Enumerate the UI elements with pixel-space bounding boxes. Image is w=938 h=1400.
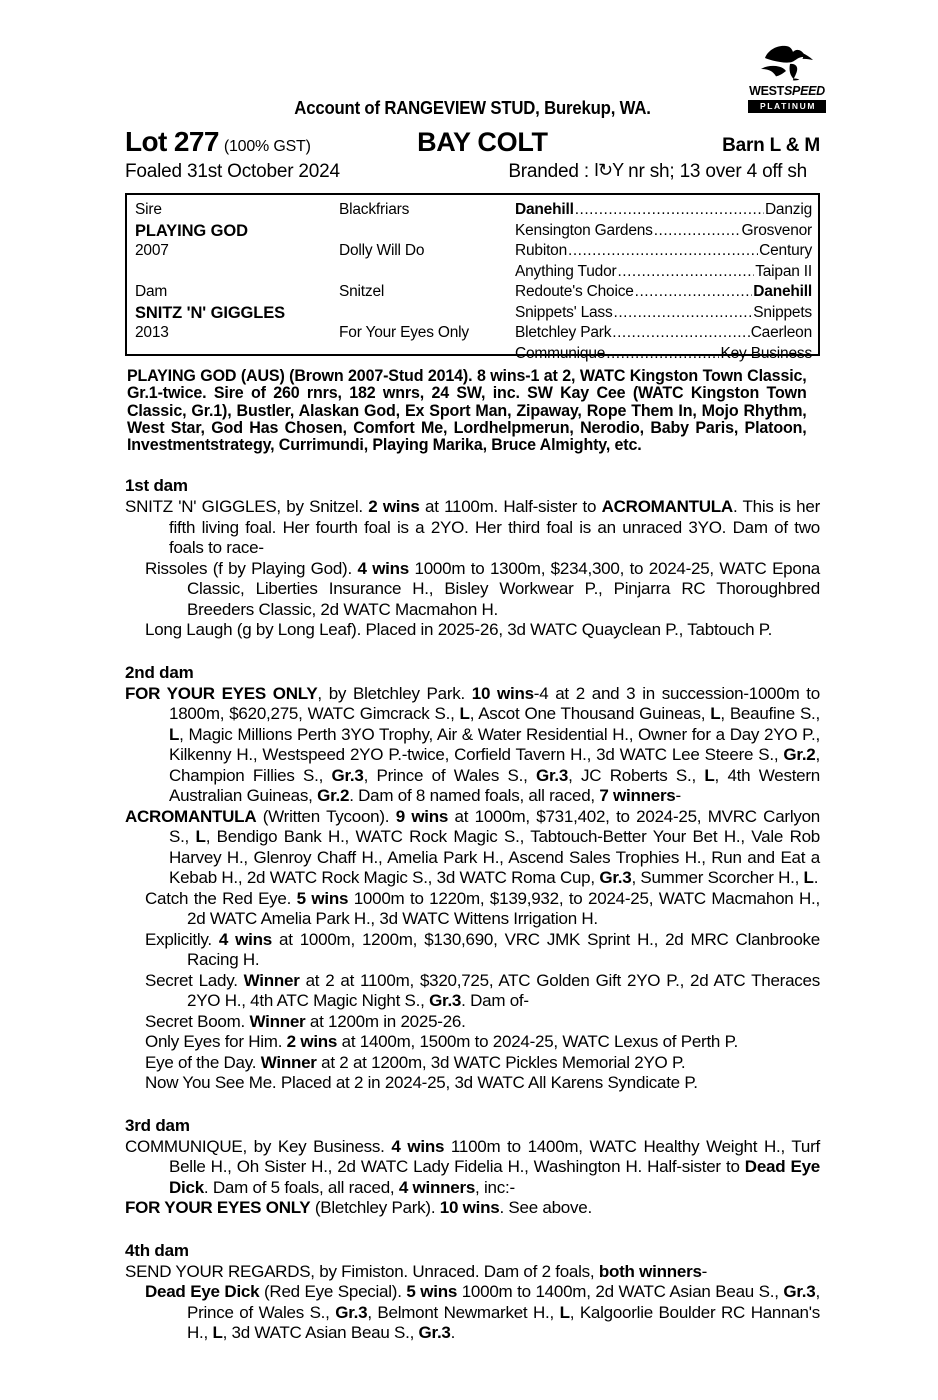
colour-and-sex: BAY COLT [417, 127, 548, 157]
lot-number [125, 126, 311, 158]
entry-text: COMMUNIQUE, by Key Business. [125, 1136, 392, 1156]
pedigree-entry [125, 497, 820, 559]
brand-glyph-icon: I↻Y [594, 160, 624, 180]
entry-text: at 2 at 1200m, 3d WATC Pickles Memorial 2YO P. [316, 1052, 686, 1072]
entry-text: , inc:- [475, 1177, 515, 1197]
dot-leader [575, 200, 764, 221]
highlight-text: L [212, 1323, 223, 1343]
entry-text: , Bendigo Bank H., WATC Rock Magic S., Tabtouch-Better Your Bet H., Vale Rob Harvey H., Glenroy Chaff H., Amelia Park H., Ascend Sales Trophies H., Run and Eat a Kebab H., 2d WATC Rock Magic S., 3d WATC Roma Cup, [169, 827, 821, 888]
entry-text: , Summer Scorcher H., [631, 868, 804, 888]
entry-text: . See above. [499, 1198, 592, 1218]
dam-dam: For Your Eyes Only [339, 324, 469, 341]
highlight-text: L [710, 704, 721, 724]
highlight-text: L [559, 1302, 570, 1322]
gst-label: (100% GST) [223, 138, 311, 155]
highlight-text: Gr.3 [536, 765, 569, 785]
entry-text: at 1000m, 1200m, $130,690, VRC JMK Sprint H., 2d MRC Clanbrooke Racing H. [187, 929, 821, 970]
highlight-text: 10 wins [471, 683, 534, 703]
highlight-text: 2 wins [368, 497, 420, 517]
sire-name: PLAYING GOD [135, 221, 248, 240]
highlight-text: 2 wins [286, 1032, 338, 1052]
entry-text: at 1100m. Half-sister to [419, 497, 602, 517]
highlight-text: Gr.2 [317, 786, 350, 806]
logo-platinum-badge: PLATINUM [748, 100, 826, 113]
pedigree-right-name: Snippets [753, 303, 812, 321]
pedigree-entry [125, 684, 820, 807]
entry-text: (Written Tycoon). [256, 806, 396, 826]
pedigree-entry [125, 1198, 820, 1219]
pedigree-leader-row [515, 303, 812, 324]
pedigree-right-name: Taipan II [755, 262, 812, 280]
pedigree-column-parents [135, 200, 330, 344]
dam-section-heading: 1st dam [125, 476, 188, 496]
entry-text: - [675, 786, 681, 806]
entry-text: . Dam of 8 named foals, all raced, [349, 786, 600, 806]
entry-text: Secret Lady. [145, 970, 244, 990]
pedigree-entry [125, 1262, 820, 1283]
highlight-text: Winner [260, 1052, 317, 1072]
highlight-text: Winner [249, 1011, 306, 1031]
highlight-text: 4 wins [391, 1136, 445, 1156]
pedigree-entry [125, 1032, 820, 1053]
highlight-text: L [195, 827, 206, 847]
dot-leader [614, 303, 753, 324]
entry-text: Only Eyes for Him. [145, 1032, 287, 1052]
highlight-text: 5 wins [296, 888, 349, 908]
entry-text: , JC Roberts S., [568, 765, 705, 785]
pedigree-leader-row [515, 200, 812, 221]
entry-text: . [450, 1323, 456, 1343]
pedigree-leader-row [515, 323, 812, 344]
logo-word-speed: SPEED [784, 84, 825, 98]
pedigree-entry [125, 930, 820, 971]
branded-detail: nr sh; 13 over 4 off sh [623, 161, 807, 182]
entry-text: Eye of the Day. [145, 1052, 261, 1072]
entry-text: at 1200m in 2025-26. [305, 1011, 466, 1031]
pedigree-left-name: Snippets' Lass [515, 303, 613, 321]
branded-description [508, 161, 807, 183]
pedigree-right-name: Century [759, 242, 812, 259]
entry-text: , Beaufine S., [720, 704, 820, 724]
dam-name: SNITZ 'N' GIGGLES [135, 303, 286, 322]
pedigree-entry [125, 971, 820, 1012]
pedigree-left-name: Anything Tudor [515, 262, 617, 280]
pedigree-right-name: Key Business [720, 344, 812, 362]
entry-text: . Dam of 5 foals, all raced, [203, 1177, 399, 1197]
entry-text: (Bletchley Park). [310, 1198, 440, 1218]
pedigree-leader-row [515, 262, 812, 283]
entry-text: , 4th Western Australian Guineas, [169, 765, 821, 806]
pedigree-leader-row [515, 221, 812, 242]
highlight-text: 4 wins [357, 558, 409, 578]
highlight-text: ACROMANTULA [601, 497, 733, 517]
highlight-text: 5 wins [406, 1282, 458, 1302]
logo-word-west: WEST [749, 84, 785, 98]
entry-text: SNITZ 'N' GIGGLES, by Snitzel. [125, 497, 369, 517]
pedigree-leader-row [515, 241, 812, 262]
pedigree-leader-row [515, 282, 812, 303]
dam-section-heading: 4th dam [125, 1240, 189, 1260]
entry-text: at 2 at 1100m, $320,725, ATC Golden Gift 2YO P., 2d ATC Theraces 2YO H., 4th ATC Magic Night S., [187, 970, 820, 1011]
highlight-text: 9 wins [395, 806, 449, 826]
pedigree-entry [125, 1053, 820, 1074]
pedigree-entry [125, 1137, 820, 1199]
highlight-text: L [169, 724, 180, 744]
entry-text: Catch the Red Eye. [145, 888, 297, 908]
pedigree-entry [125, 889, 820, 930]
highlight-text: 7 winners [599, 786, 676, 806]
sire-label: Sire [135, 201, 162, 218]
entry-text: . Dam of- [461, 991, 529, 1011]
dam-sire: Snitzel [339, 283, 385, 300]
highlight-text: ACROMANTULA [125, 806, 257, 826]
pedigree-right-name: Danzig [764, 201, 812, 218]
lot-header-row [125, 126, 820, 158]
pedigree-column-great-grandparents [515, 200, 812, 364]
pedigree-column-grandparents [339, 200, 514, 344]
pedigree-table [125, 193, 820, 362]
pedigree-left-name: Danehill [515, 201, 574, 218]
entry-text: , Prince of Wales S., [363, 765, 537, 785]
pedigree-entry [125, 1012, 820, 1033]
pedigree-entry [125, 559, 820, 621]
entry-text: Secret Boom. [145, 1011, 250, 1031]
entry-text: 1100m to 1400m, WATC Healthy Weight H., Turf Belle H., Oh Sister H., 2d WATC Lady Fidelia H., Washington H. Half-sister to [169, 1136, 820, 1177]
entry-text: at 1000m, $731,402, to 2024-25, MVRC Carlyon S., [169, 806, 821, 847]
dam-label: Dam [135, 283, 168, 300]
entry-text: Rissoles (f by Playing God). [145, 558, 358, 578]
dot-leader [635, 282, 753, 303]
highlight-text: Gr.3 [418, 1323, 451, 1343]
pedigree-left-name: Bletchley Park [515, 324, 612, 341]
lot-number-label: Lot 277 [125, 126, 219, 157]
pedigree-right-name: Grosvenor [741, 221, 812, 239]
entry-text: - [701, 1261, 708, 1281]
highlight-text: FOR YOUR EYES ONLY [125, 1198, 311, 1218]
pedigree-entry [125, 807, 820, 889]
entry-text: , Prince of Wales S., [187, 1282, 820, 1322]
dot-leader [654, 221, 741, 242]
highlight-text: L [459, 704, 470, 724]
entry-text: SEND YOUR REGARDS, by Fimiston. Unraced. Dam of 2 foals, [125, 1261, 599, 1281]
pedigree-right-name: Caerleon [750, 324, 812, 341]
entry-text: , Magic Millions Perth 3YO Trophy, Air & Water Residential H., Owner for a Day 2YO P., Kilkenny H., Westspeed 2YO P.-twice, Corfield Tavern H., 3d WATC Lee Steere S., [169, 724, 820, 765]
sire-sire: Blackfriars [339, 201, 410, 218]
highlight-text: Gr.3 [783, 1282, 816, 1302]
entry-text: 1000m to 1300m, $234,300, to 2024-25, WATC Epona Classic, Liberties Insurance H., Bisley Workwear P., Pinjarra RC Thoroughbred Breeders Classic, 2d WATC Macmahon H. [187, 558, 821, 619]
pedigree-left-name: Kensington Gardens [515, 221, 653, 239]
entry-text: , 3d WATC Asian Beau S., [222, 1323, 419, 1343]
highlight-text: Dead Eye Dick [145, 1282, 260, 1302]
account-line: Account of RANGEVIEW STUD, Burekup, WA. [294, 98, 651, 118]
pedigree-leader-row [515, 344, 812, 365]
foaled-date: Foaled 31st October 2024 [125, 161, 340, 182]
entry-text: at 1400m, 1500m to 2024-25, WATC Lexus of Perth P. [337, 1032, 738, 1052]
entry-text: 1000m to 1220m, $139,932, to 2024-25, WATC Macmahon H., 2d WATC Amelia Park H., 3d WATC Wittens Irrigation H. [187, 888, 820, 929]
dot-leader [606, 344, 719, 365]
sire-dam: Dolly Will Do [339, 242, 425, 259]
dam-families [125, 476, 820, 1344]
dot-leader [617, 262, 754, 283]
sire-year: 2007 [135, 242, 169, 259]
entry-text: -4 at 2 and 3 in succession-1000m to 1800m, $620,275, WATC Gimcrack S., [169, 683, 820, 724]
foaled-branded-row [125, 161, 820, 183]
pedigree-right-name: Danehill [753, 283, 812, 300]
entry-text: , Champion Fillies S., [169, 745, 820, 785]
sire-race-record: PLAYING GOD (AUS) (Brown 2007-Stud 2014). 8 wins-1 at 2, WATC Kingston Town Classic, Gr.1-twice. Sire of 260 rnrs, 182 wnrs, 24 SW, inc. SW Kay Cee (WATC Kingston Town Classic, Gr.1), Bustler, Alaskan God, Ex Sport Man, Zipaway, Rope Them In, Mojo Rhythm, West Star, God Has Chosen, Comfort Me, Lordhelpmerun, Nerodio, Baby Paris, Platoon, Investmentstrategy, Currimundi, Playing Marika, Bruce Almighty, etc. [126, 367, 807, 455]
dam-year: 2013 [135, 324, 169, 341]
highlight-text: Gr.3 [331, 765, 364, 785]
highlight-text: FOR YOUR EYES ONLY [125, 683, 318, 703]
highlight-text: both winners [598, 1261, 702, 1281]
entry-text: Long Laugh (g by Long Leaf). Placed in 2025-26, 3d WATC Quayclean P., Tabtouch P. [145, 620, 773, 640]
highlight-text: L [704, 765, 715, 785]
highlight-text: Winner [243, 970, 300, 990]
branded-label: Branded : [508, 161, 594, 182]
dam-section-heading: 3rd dam [125, 1115, 190, 1135]
highlight-text: Gr.3 [429, 991, 462, 1011]
dot-leader [612, 323, 749, 344]
pedigree-entry [125, 1282, 820, 1344]
entry-text: (Red Eye Special). [259, 1282, 407, 1302]
highlight-text: Gr.3 [335, 1302, 368, 1322]
highlight-text: Dead Eye Dick [169, 1157, 820, 1197]
highlight-text: Gr.2 [783, 745, 816, 765]
entry-text: , Belmont Newmarket H., [367, 1302, 560, 1322]
entry-text: . [813, 868, 819, 888]
dam-section-heading: 2nd dam [125, 662, 194, 682]
highlight-text: 4 winners [398, 1177, 476, 1197]
dot-leader [568, 241, 758, 262]
entry-text: , Ascot One Thousand Guineas, [469, 704, 711, 724]
entry-text: Now You See Me. Placed at 2 in 2024-25, 3d WATC All Karens Syndicate P. [145, 1073, 698, 1093]
highlight-text: Gr.3 [599, 868, 632, 888]
entry-text: , Kalgoorlie Boulder RC Hannan's H., [187, 1302, 820, 1343]
pedigree-entry [125, 620, 820, 641]
entry-text: . This is her fifth living foal. Her fourth foal is a 2YO. Her third foal is an unraced 3YO. Dam of two foals to race- [169, 497, 820, 558]
pedigree-left-name: Communique [515, 344, 606, 362]
highlight-text: 10 wins [439, 1198, 500, 1218]
entry-text: 1000m to 1400m, 2d WATC Asian Beau S., [457, 1282, 784, 1302]
highlight-text: L [803, 868, 814, 888]
pedigree-entry [125, 1073, 820, 1094]
pedigree-left-name: Rubiton [515, 242, 568, 259]
highlight-text: 4 wins [218, 929, 272, 949]
entry-text: , by Bletchley Park. [317, 683, 472, 703]
pedigree-left-name: Redoute's Choice [515, 283, 634, 300]
entry-text: Explicitly. [145, 929, 219, 949]
barn-label: Barn L & M [722, 135, 820, 156]
